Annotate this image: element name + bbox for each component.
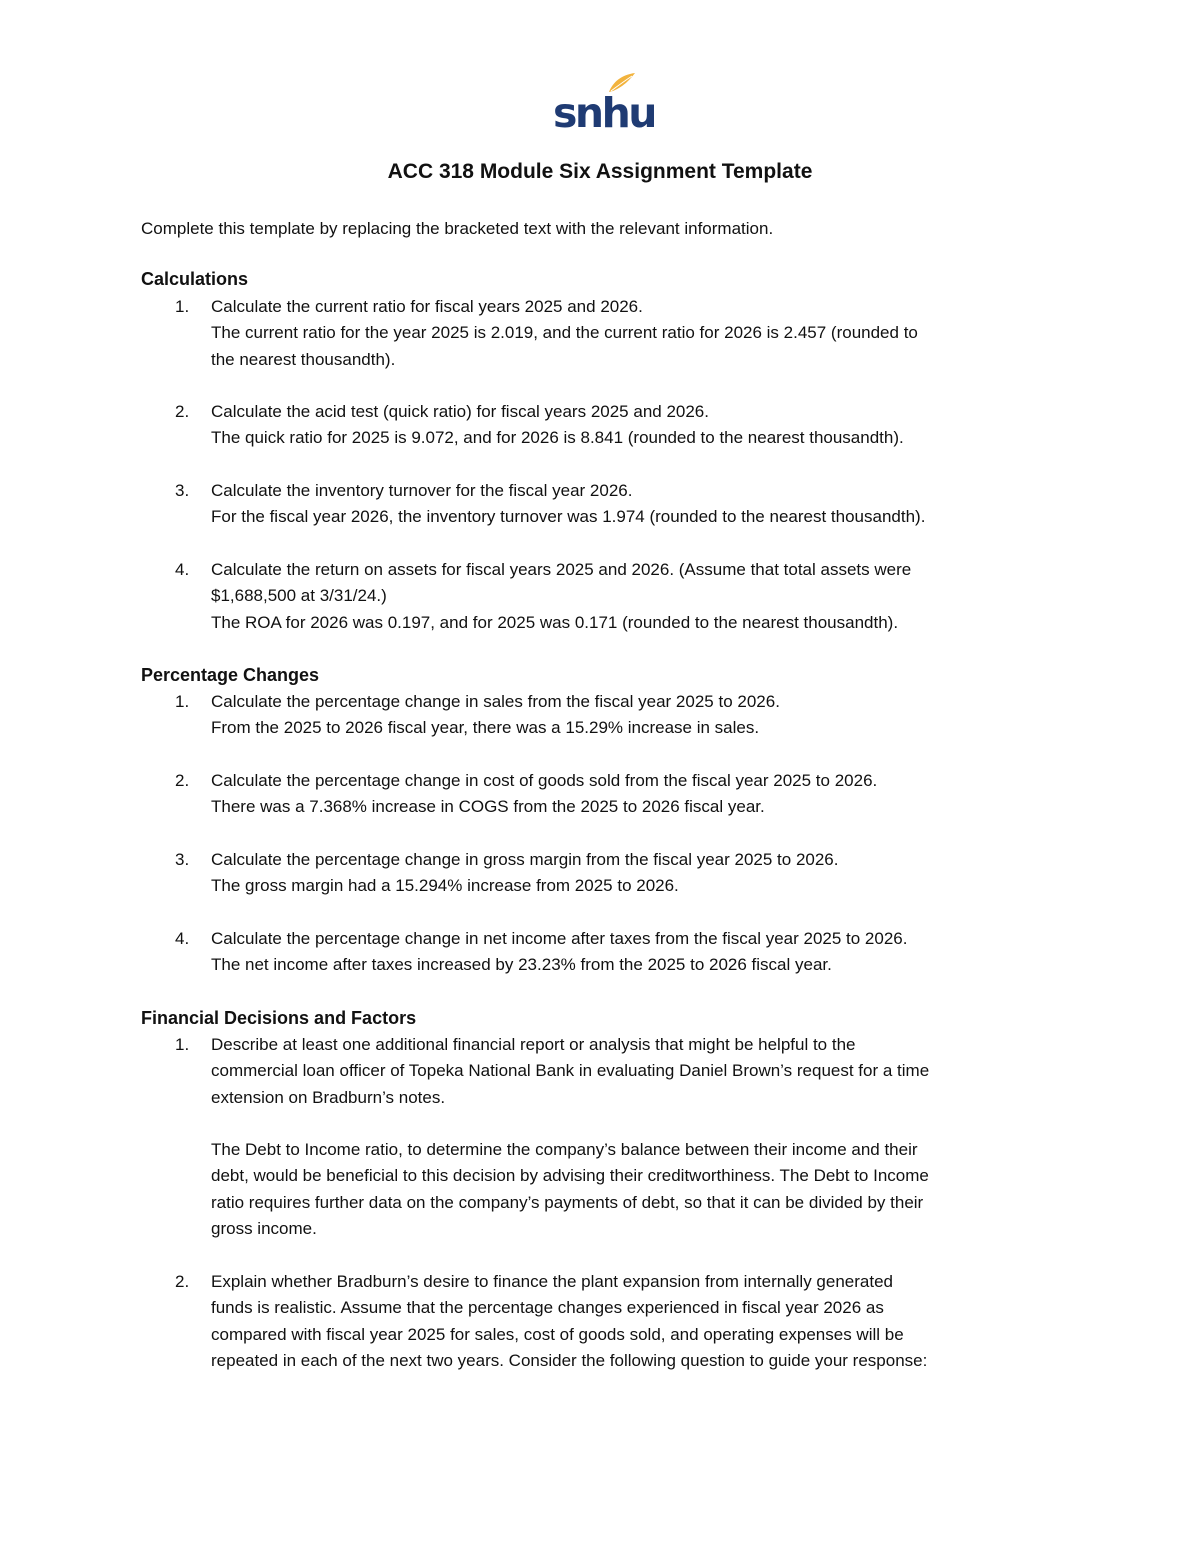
answer-text: The quick ratio for 2025 is 9.072, and for 2026 is 8.841 (rounded to the nearest thousandth). [211,428,904,448]
question-text: Calculate the return on assets for fiscal years 2025 and 2026. (Assume that total assets were [211,560,912,579]
question-text: extension on Bradburn’s notes. [211,1087,446,1107]
question-text: repeated in each of the next two years. Consider the following question to guide your response: [211,1350,928,1370]
answer-text: There was a 7.368% increase in COGS from the 2025 to 2026 fiscal year. [211,797,765,817]
list-item-number: 3. [175,481,190,500]
question-text: Calculate the percentage change in net income after taxes from the fiscal year 2025 to 2026. [211,929,908,948]
question-text: Calculate the current ratio for fiscal years 2025 and 2026. [211,297,643,316]
list-item [211,768,1071,821]
question-text: Describe at least one additional financial report or analysis that might be helpful to the [211,1035,856,1054]
list-item [211,689,1071,742]
answer-text: The ROA for 2026 was 0.197, and for 2025 was 0.171 (rounded to the nearest thousandth). [211,612,899,632]
section-heading-calculations: Calculations [141,269,249,289]
list-item-number: 3. [175,850,190,869]
snhu-logo [553,72,655,137]
question-text: Calculate the percentage change in cost of goods sold from the fiscal year 2025 to 2026. [211,771,878,790]
list-item-number: 2. [175,771,190,790]
list-item-number: 2. [175,402,190,421]
answer-text: debt, would be beneficial to this decision by advising their creditworthiness. The Debt to Income [211,1166,929,1186]
question-text: Calculate the inventory turnover for the fiscal year 2026. [211,481,633,500]
list-item-number: 4. [175,929,190,948]
answer-text: For the fiscal year 2026, the inventory turnover was 1.974 (rounded to the nearest thousandth). [211,507,926,527]
list-item [211,399,1071,452]
answer-text: The net income after taxes increased by 23.23% from the 2025 to 2026 fiscal year. [211,955,832,975]
answer-text: gross income. [211,1219,317,1239]
page-title: ACC 318 Module Six Assignment Template [387,160,813,183]
list-item-number: 2. [175,1272,190,1291]
answer-text: ratio requires further data on the company’s payments of debt, so that it can be divided by their [211,1192,924,1212]
answer-text: The Debt to Income ratio, to determine the company’s balance between their income and their [211,1140,918,1160]
list-item-number: 1. [175,692,190,711]
list-item [211,847,1071,900]
question-text: compared with fiscal year 2025 for sales, cost of goods sold, and operating expenses will be [211,1324,904,1344]
answer-text: The gross margin had a 15.294% increase from 2025 to 2026. [211,876,679,896]
list-item-number: 1. [175,1035,190,1054]
question-text: commercial loan officer of Topeka National Bank in evaluating Daniel Brown’s request for a time [211,1061,930,1081]
list-item [211,557,1071,636]
section-heading-percentage-changes: Percentage Changes [141,665,320,685]
question-text: Calculate the percentage change in gross margin from the fiscal year 2025 to 2026. [211,850,839,869]
answer-text: From the 2025 to 2026 fiscal year, there was a 15.29% increase in sales. [211,718,760,738]
list-item [211,478,1071,531]
blank-line [211,1111,1071,1137]
question-text: funds is realistic. Assume that the percentage changes experienced in fiscal year 2026 as [211,1298,884,1318]
question-text: Calculate the acid test (quick ratio) for fiscal years 2025 and 2026. [211,402,709,421]
question-text: Explain whether Bradburn’s desire to finance the plant expansion from internally generated [211,1272,893,1291]
intro-text: Complete this template by replacing the bracketed text with the relevant information. [141,219,774,238]
question-text: $1,688,500 at 3/31/24.) [211,586,387,606]
list-item [211,294,1071,373]
section-heading-financial-decisions: Financial Decisions and Factors [141,1008,417,1028]
logo-wordmark: snhu [553,89,655,137]
answer-text: The current ratio for the year 2025 is 2.019, and the current ratio for 2026 is 2.457 (rounded to [211,323,918,343]
question-text: Calculate the percentage change in sales from the fiscal year 2025 to 2026. [211,692,780,711]
list-item [211,926,1071,979]
list-item [211,1269,1071,1374]
list-item-number: 1. [175,297,190,316]
list-item-number: 4. [175,560,190,579]
answer-text: the nearest thousandth). [211,349,396,369]
list-item [211,1032,1071,1242]
